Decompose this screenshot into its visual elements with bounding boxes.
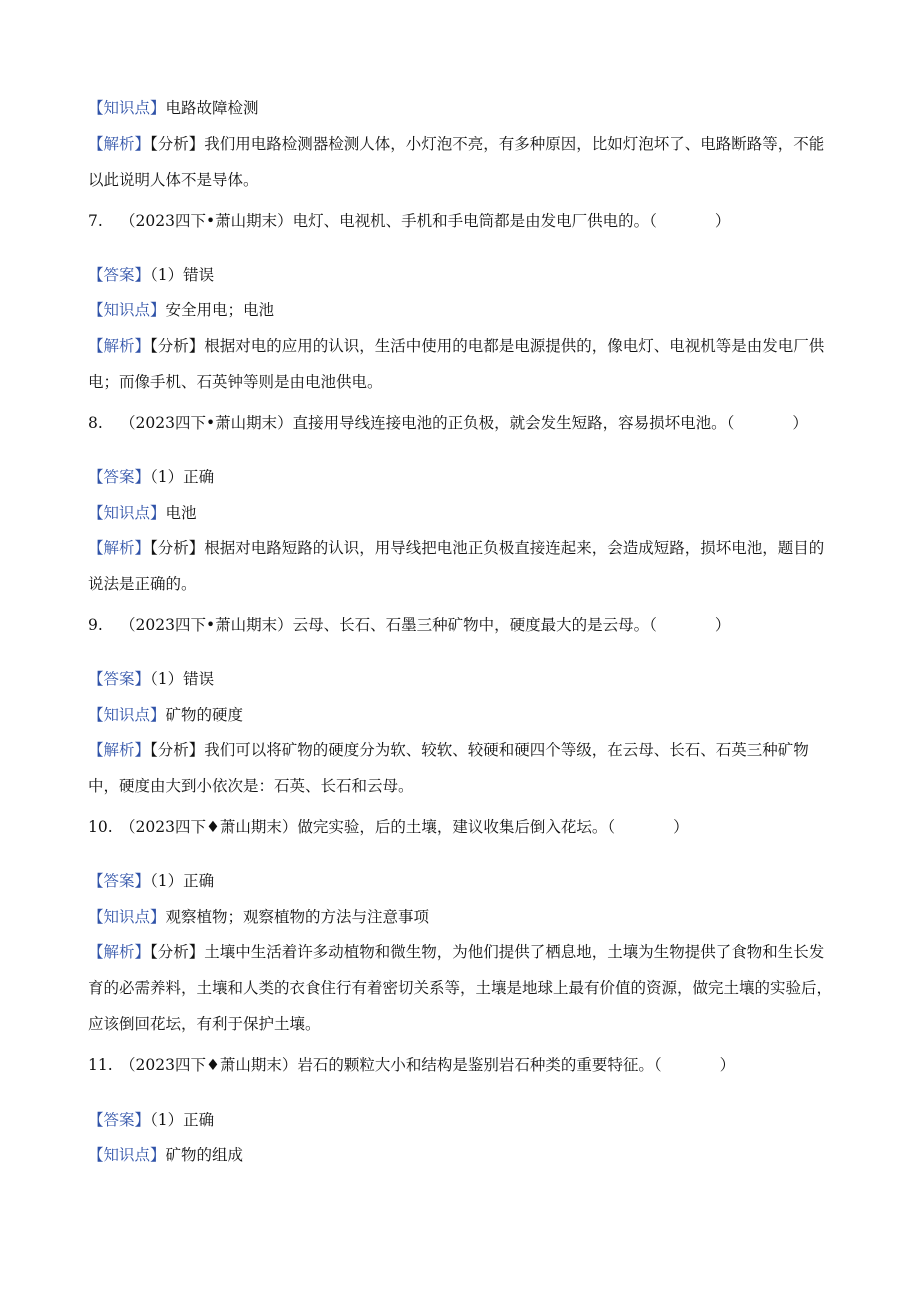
knowledge-line bbox=[88, 299, 838, 321]
bracket-close: ） bbox=[714, 616, 731, 634]
knowledge-text: 安全用电；电池 bbox=[165, 301, 275, 319]
analysis-tag: 【解析】 bbox=[88, 337, 151, 355]
analysis-tag: 【解析】 bbox=[88, 539, 151, 557]
knowledge-line bbox=[88, 906, 838, 928]
knowledge-text: 矿物的组成 bbox=[165, 1146, 244, 1164]
analysis-text: 我们用电路检测器检测人体，小灯泡不亮，有多种原因，比如灯泡坏了、电路断路等，不能以此说明人体不是导体。 bbox=[88, 135, 825, 189]
analysis-text: 根据对电路短路的认识，用导线把电池正负极直接连起来，会造成短路，损坏电池，题目的说法是正确的。 bbox=[88, 539, 825, 593]
question-text: （2023四下•萧山期末）云母、长石、石墨三种矿物中，硬度最大的是云母。（ bbox=[120, 616, 657, 634]
knowledge-tag: 【知识点】 bbox=[88, 1146, 166, 1164]
question-number: 11. bbox=[88, 1056, 113, 1074]
analysis-block bbox=[88, 732, 838, 804]
analysis-tag: 【解析】 bbox=[88, 741, 151, 759]
question-text: （2023四下♦萧山期末）做完实验，后的土壤，建议收集后倒入花坛。（ bbox=[120, 818, 616, 836]
question-9 bbox=[88, 614, 838, 636]
answer-text: （1）正确 bbox=[150, 872, 215, 890]
knowledge-tag: 【知识点】 bbox=[88, 706, 166, 724]
question-11 bbox=[88, 1054, 838, 1076]
answer-tag: 【答案】 bbox=[88, 872, 151, 890]
knowledge-text: 电路故障检测 bbox=[165, 99, 259, 117]
analysis-text: 土壤中生活着许多动植物和微生物，为他们提供了栖息地，土壤为生物提供了食物和生长发育的必需养料，土壤和人类的衣食住行有着密切关系等，土壤是地球上最有价值的资源，做完土壤的实验后，应该倒回花坛，有利于保护土壤。 bbox=[88, 943, 833, 1033]
analysis-tag: 【解析】 bbox=[88, 943, 151, 961]
analysis-block bbox=[88, 934, 838, 1042]
answer-text: （1）错误 bbox=[150, 670, 215, 688]
question-text: （2023四下•萧山期末）电灯、电视机、手机和手电筒都是由发电厂供电的。（ bbox=[120, 212, 657, 230]
knowledge-tag: 【知识点】 bbox=[88, 908, 166, 926]
answer-line bbox=[88, 1109, 838, 1131]
question-8 bbox=[88, 412, 838, 434]
answer-tag: 【答案】 bbox=[88, 266, 151, 284]
analysis-text: 我们可以将矿物的硬度分为软、较软、较硬和硬四个等级，在云母、长石、石英三种矿物中，硬度由大到小依次是：石英、长石和云母。 bbox=[88, 741, 809, 795]
answer-line bbox=[88, 870, 838, 892]
question-text: （2023四下♦萧山期末）岩石的颗粒大小和结构是鉴别岩石种类的重要特征。（ bbox=[120, 1056, 662, 1074]
fenxi-tag: 【分析】 bbox=[150, 741, 205, 759]
analysis-tag: 【解析】 bbox=[88, 135, 151, 153]
analysis-block bbox=[88, 328, 838, 400]
knowledge-tag: 【知识点】 bbox=[88, 301, 166, 319]
knowledge-tag: 【知识点】 bbox=[88, 504, 166, 522]
answer-tag: 【答案】 bbox=[88, 670, 151, 688]
knowledge-line bbox=[88, 97, 838, 119]
fenxi-tag: 【分析】 bbox=[150, 943, 205, 961]
analysis-block bbox=[88, 530, 838, 602]
answer-text: （1）错误 bbox=[150, 266, 215, 284]
answer-tag: 【答案】 bbox=[88, 1111, 151, 1129]
analysis-text: 根据对电的应用的认识，生活中使用的电都是电源提供的，像电灯、电视机等是由发电厂供电；而像手机、石英钟等则是由电池供电。 bbox=[88, 337, 825, 391]
knowledge-tag: 【知识点】 bbox=[88, 99, 166, 117]
knowledge-line bbox=[88, 704, 838, 726]
fenxi-tag: 【分析】 bbox=[150, 337, 205, 355]
bracket-close: ） bbox=[719, 1056, 736, 1074]
question-number: 7. bbox=[88, 212, 103, 230]
bracket-close: ） bbox=[792, 414, 808, 432]
question-number: 9. bbox=[88, 616, 103, 634]
question-7 bbox=[88, 210, 838, 232]
bracket-close: ） bbox=[714, 212, 731, 230]
knowledge-text: 矿物的硬度 bbox=[165, 706, 244, 724]
knowledge-text: 电池 bbox=[165, 504, 197, 522]
knowledge-line bbox=[88, 1144, 838, 1166]
knowledge-text: 观察植物；观察植物的方法与注意事项 bbox=[165, 908, 430, 926]
knowledge-line bbox=[88, 502, 838, 524]
answer-text: （1）正确 bbox=[150, 1111, 215, 1129]
bracket-close: ） bbox=[673, 818, 689, 836]
question-text: （2023四下•萧山期末）直接用导线连接电池的正负极，就会发生短路，容易损坏电池。（ bbox=[120, 414, 735, 432]
fenxi-tag: 【分析】 bbox=[150, 539, 205, 557]
question-10 bbox=[88, 816, 838, 838]
answer-tag: 【答案】 bbox=[88, 468, 151, 486]
answer-text: （1）正确 bbox=[150, 468, 215, 486]
answer-line bbox=[88, 264, 838, 286]
fenxi-tag: 【分析】 bbox=[150, 135, 205, 153]
answer-line bbox=[88, 466, 838, 488]
analysis-block bbox=[88, 126, 838, 198]
question-number: 10. bbox=[88, 818, 113, 836]
answer-line bbox=[88, 668, 838, 690]
question-number: 8. bbox=[88, 414, 103, 432]
